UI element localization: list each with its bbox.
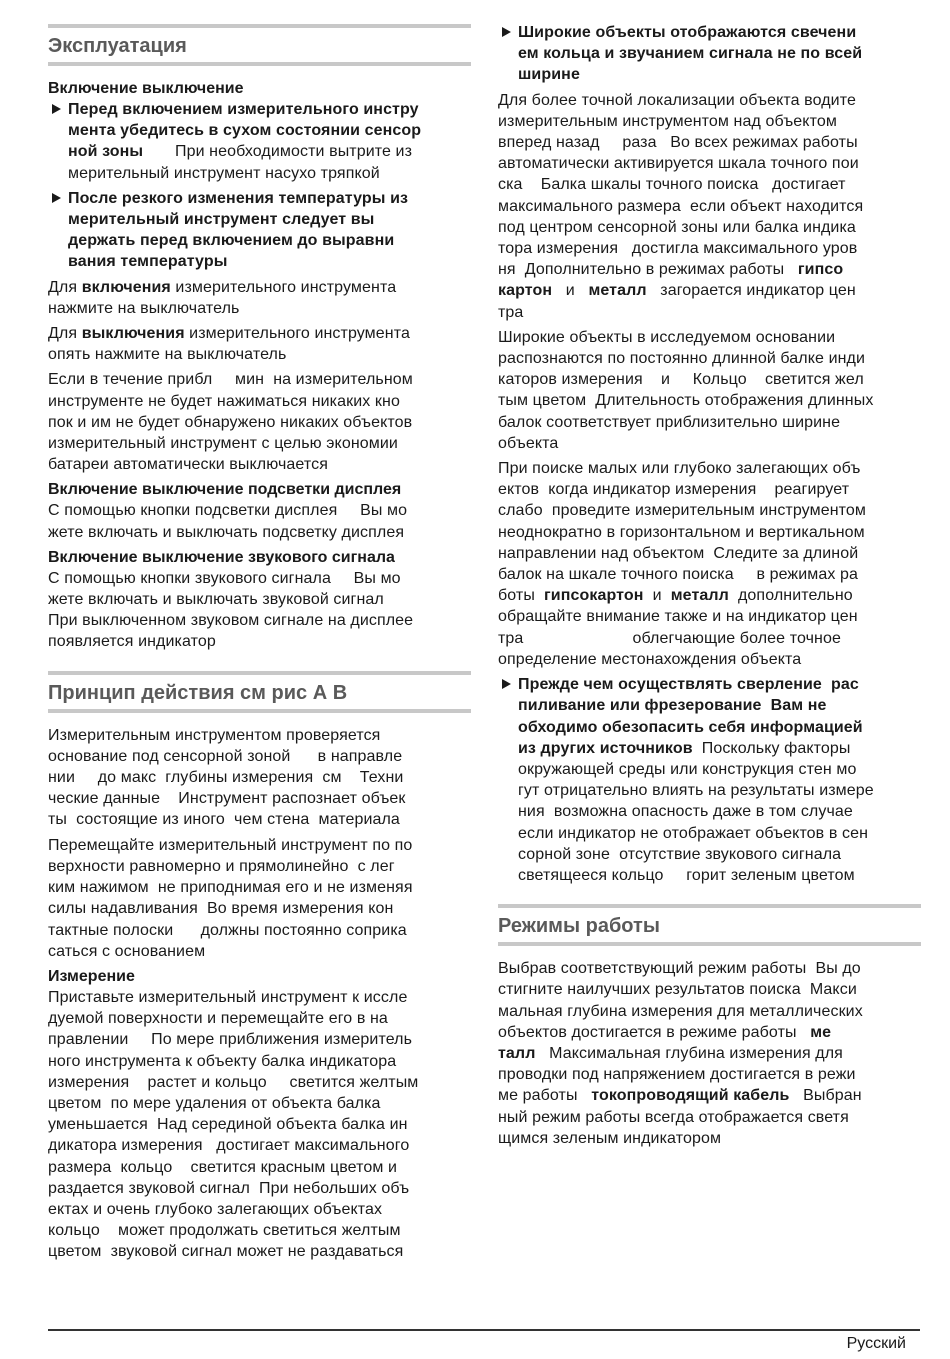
text: размера кольцо светится красным цветом и [48,1158,398,1176]
text-line [498,433,921,454]
text-line [498,979,921,1000]
section-heading: Режимы работы [498,904,921,946]
text: пок и им не будет обнаружено никаких объектов [48,413,413,431]
paragraph [48,568,471,653]
text: измерительным инструментом над объектом [498,112,837,130]
text-line [48,856,471,877]
text-line [518,22,921,43]
subheading: Включение выключение звукового сигнала [48,548,395,566]
bold-text: гипсо [797,261,844,279]
text: и [552,282,589,300]
paragraph [498,958,921,1149]
text: объектов достигается в режиме работы [498,1023,811,1041]
text-line [498,348,921,369]
text: Для [48,278,82,296]
text: инструменте не будет нажиматься никаких кно [48,392,400,410]
paragraph [48,835,471,962]
text-line [498,280,921,301]
text-line [48,391,471,412]
text-line [498,606,921,627]
bold-text: токопроводящий кабель [591,1087,790,1105]
text: ня Дополнительно в режимах работы [498,261,798,279]
text-line [68,251,471,272]
text-line [498,628,921,649]
text-line [48,1072,471,1093]
text-line [498,259,921,280]
text-line [498,1107,921,1128]
text: мальная глубина измерения для металлических [498,1002,863,1020]
text-line [48,788,471,809]
text-line [498,132,921,153]
text: сорной зоне отсутствие звукового сигнала [518,845,842,863]
text-line [498,543,921,564]
text-line [498,238,921,259]
text: основание под сенсорной зоной в направле [48,747,403,765]
text-line [48,589,471,610]
text: балок на шкале точного поиска в режимах ра [498,566,859,584]
text: ска Балка шкалы точного поиска достигает [498,176,846,194]
bullet-item [498,674,921,886]
text: тым цветом Длительность отображения длинных [498,392,874,410]
text: под центром сенсорной зоны или балка индика [498,218,856,236]
text: жете включать и выключать звуковой сигнал [48,591,384,609]
bold-text: мерительный инструмент следует вы [68,211,375,229]
text: Выбрав соответствующий режим работы Вы до [498,960,861,978]
bullet-item [498,22,921,86]
text: Максимальная глубина измерения для [535,1044,843,1062]
text: распознаются по постоянно длинной балке инди [498,350,866,368]
text-line [498,1001,921,1022]
text-line [48,568,471,589]
text: загорается индикатор цен [646,282,856,300]
text-line [48,1093,471,1114]
paragraph [48,987,471,1263]
text-line [48,809,471,830]
bold-text: ной зоны [68,143,144,161]
text-line [498,196,921,217]
text-line [518,865,921,886]
text: проводки под напряжением достигается в режи [498,1066,856,1084]
text: направлении над объектом Следите за длиной [498,544,859,562]
left-column [48,24,471,1267]
text: объекта [498,434,559,452]
text: Приставьте измерительный инструмент к иссле [48,988,408,1006]
text-line [48,1178,471,1199]
bold-text: выключения [81,325,185,343]
text: измерительного инструмента [170,278,397,296]
paragraph [48,725,471,831]
right-column [498,22,921,1153]
text: силы надавливания Во время измерения кон [48,900,394,918]
text-line [498,649,921,670]
text: автоматически активируется шкала точного пои [498,155,859,173]
text-line [48,1220,471,1241]
text: нажмите на выключатель [48,299,240,317]
section-heading: Эксплуатация [48,24,471,66]
text-line [498,90,921,111]
text-line [48,344,471,365]
bold-text: ем кольца и звучанием сигнала не по всей [518,45,863,63]
text: правлении По мере приближения измеритель [48,1031,413,1049]
text: дикатора измерения достигает максимального [48,1137,410,1155]
text-line [498,217,921,238]
text: саться с основанием [48,942,206,960]
bold-text: Прежде чем осуществлять сверление рас [518,676,859,694]
text-line [48,1008,471,1029]
bullet-triangle-icon [52,104,61,114]
bullet-item [48,99,471,184]
bold-text: держать перед включением до выравни [68,232,395,250]
text: Для более точной локализации объекта водите [498,91,856,109]
bold-text: из других источников [518,739,693,757]
text-line [68,209,471,230]
footer-language: Русский [846,1335,906,1352]
text: Для [48,325,82,343]
text-line [48,369,471,390]
text: ты состоящие из иного чем стена материала [48,811,400,829]
text-line [498,958,921,979]
bold-text: гипсокартон [544,587,644,605]
text-line [48,1199,471,1220]
subheading: Измерение [48,967,135,985]
text: ектах и очень глубоко залегающих объектах [48,1200,383,1218]
text: дополнительно [728,587,853,605]
text: Измерительным инструментом проверяется [48,726,381,744]
text-line [498,522,921,543]
text-line [498,500,921,521]
text-line [498,479,921,500]
text-line [48,920,471,941]
text: измерения растет и кольцо светится желтым [48,1073,419,1091]
text: ного инструмента к объекту балка индикатора [48,1052,397,1070]
text-line [48,433,471,454]
text: С помощью кнопки звукового сигнала Вы мо [48,569,401,587]
text-line [498,458,921,479]
text-line [498,1064,921,1085]
text-line [518,780,921,801]
text-line [498,111,921,132]
text-line [498,174,921,195]
footer-divider [48,1329,920,1331]
text: тора измерения достигла максимального уров [498,240,858,258]
text-line [498,1085,921,1106]
text-line [498,369,921,390]
text: При выключенном звуковом сигнале на дисплее [48,612,414,630]
text: тра облегчающие более точное [498,629,841,647]
paragraph [498,327,921,454]
text-line [48,277,471,298]
text: ческие данные Инструмент распознает объек [48,790,406,808]
text: вперед назад раза Во всех режимах работы [498,134,858,152]
bullet-item [48,188,471,273]
text-line [68,99,471,120]
text: ким нажимом не приподнимая его и не изменяя [48,879,413,897]
bold-text: обходимо обезопасить себя информацией [518,718,863,736]
paragraph [48,500,471,542]
text-line [48,746,471,767]
text-line [498,327,921,348]
text: ме работы [498,1087,592,1105]
text-line [518,674,921,695]
text: щимся зеленым индикатором [498,1129,722,1147]
bold-text: пиливание или фрезерование Вам не [518,697,827,715]
text-line [498,1128,921,1149]
bold-text: Перед включением измерительного инстру [68,101,419,118]
text: Широкие объекты в исследуемом основании [498,328,836,346]
subheading: Включение выключение подсветки дисплея [48,481,402,499]
text: если индикатор не отображает объектов в сен [518,824,869,842]
text-line [48,725,471,746]
text-line [498,390,921,411]
text-line [48,1029,471,1050]
text: цветом звуковой сигнал может не раздаваться [48,1243,404,1261]
text-line [48,941,471,962]
text: каторов измерения и Кольцо светится жел [498,371,864,389]
text-line [48,1114,471,1135]
bold-text: включения [81,278,171,296]
text-line [68,141,471,162]
text-line [48,323,471,344]
text-line [498,564,921,585]
text-line [48,500,471,521]
text: Если в течение прибл мин на измерительном [48,371,413,389]
text: измерительного инструмента [184,325,410,343]
text: верхности равномерно и прямолинейно с лег [48,857,395,875]
text: Выбран [789,1087,862,1105]
text-line [48,1241,471,1262]
text-line [48,298,471,319]
bold-text: ширине [518,66,580,84]
text: жете включать и выключать подсветку дисплея [48,523,405,541]
bold-text: Широкие объекты отображаются свечени [518,24,857,41]
text-line [68,163,471,184]
text: ния возможна опасность даже в том случае [518,803,853,821]
bold-text: картон [498,282,553,300]
text-line [518,801,921,822]
paragraph [498,458,921,670]
text: Перемещайте измерительный инструмент по по [48,836,413,854]
bullet-triangle-icon [52,193,61,203]
text: балок соответствует приблизительно ширине [498,413,841,431]
text-line [48,522,471,543]
text-line [498,302,921,323]
text: ный режим работы всегда отображается светя [498,1108,849,1126]
text-line [518,43,921,64]
bold-text: вания температуры [68,253,228,271]
text-line [498,1022,921,1043]
text-line [48,1157,471,1178]
text-line [518,844,921,865]
bold-text: талл [498,1044,536,1062]
bold-text: металл [670,587,729,605]
text-line [48,767,471,788]
text: тактные полоски должны постоянно соприка [48,921,407,939]
text: окружающей среды или конструкция стен мо [518,760,857,778]
text: раздается звуковой сигнал При небольших объ [48,1179,410,1197]
text: светящееся кольцо горит зеленым цветом [518,866,855,884]
text-line [518,717,921,738]
text-line [68,120,471,141]
bold-text: мента убедитесь в сухом состоянии сенсор [68,122,422,140]
text-line [48,987,471,1008]
text: нии до макс глубины измерения см Техни [48,769,404,787]
text: боты [498,587,545,605]
text-line [518,695,921,716]
text-line [518,738,921,759]
text: определение местонахождения объекта [498,650,802,668]
text-line [48,1135,471,1156]
text-line [48,877,471,898]
paragraph [48,369,471,475]
bold-text: ме [810,1023,832,1041]
text-line [48,631,471,652]
text-line [48,412,471,433]
text: ектов когда индикатор измерения реагирует [498,481,850,499]
text-line [48,835,471,856]
text: гут отрицательно влиять на результаты измере [518,782,874,800]
bullet-triangle-icon [502,27,511,37]
text: С помощью кнопки подсветки дисплея Вы мо [48,502,408,520]
text-line [68,230,471,251]
text: тра [498,303,524,321]
text: уменьшается Над серединой объекта балка ин [48,1116,408,1134]
subheading: Включение выключение [48,80,244,97]
paragraph [498,90,921,323]
text-line [498,585,921,606]
text: кольцо может продолжать светиться желтым [48,1222,401,1240]
text-line [48,1051,471,1072]
text: обращайте внимание также и на индикатор цен [498,608,858,626]
text: батареи автоматически выключается [48,456,328,474]
text-line [68,188,471,209]
text-line [518,823,921,844]
text: При необходимости вытрите из [143,143,413,161]
text-line [518,64,921,85]
text: появляется индикатор [48,633,216,651]
text: слабо проведите измерительным инструментом [498,502,866,520]
text: измерительный инструмент с целью экономии [48,435,398,453]
text-line [498,1043,921,1064]
text-line [498,153,921,174]
text: цветом по мере удаления от объекта балка [48,1094,381,1112]
text: дуемой поверхности и перемещайте его в на [48,1010,388,1028]
section-heading: Принцип действия см рис А В [48,671,471,713]
text-line [48,898,471,919]
text-line [498,412,921,433]
text: При поиске малых или глубоко залегающих объ [498,460,861,478]
text: мерительный инструмент насухо тряпкой [68,164,380,182]
text: опять нажмите на выключатель [48,346,287,364]
text: максимального размера если объект находится [498,197,864,215]
text-line [48,454,471,475]
bold-text: После резкого изменения температуры из [68,189,409,207]
bullet-triangle-icon [502,679,511,689]
paragraph [48,277,471,319]
paragraph [48,323,471,365]
text: и [643,587,671,605]
text-line [518,759,921,780]
text-line [48,610,471,631]
text: неоднократно в горизонтальном и вертикальном [498,523,865,541]
bold-text: металл [588,282,647,300]
text: стигните наилучших результатов поиска Макси [498,981,857,999]
text: Поскольку факторы [692,739,851,757]
